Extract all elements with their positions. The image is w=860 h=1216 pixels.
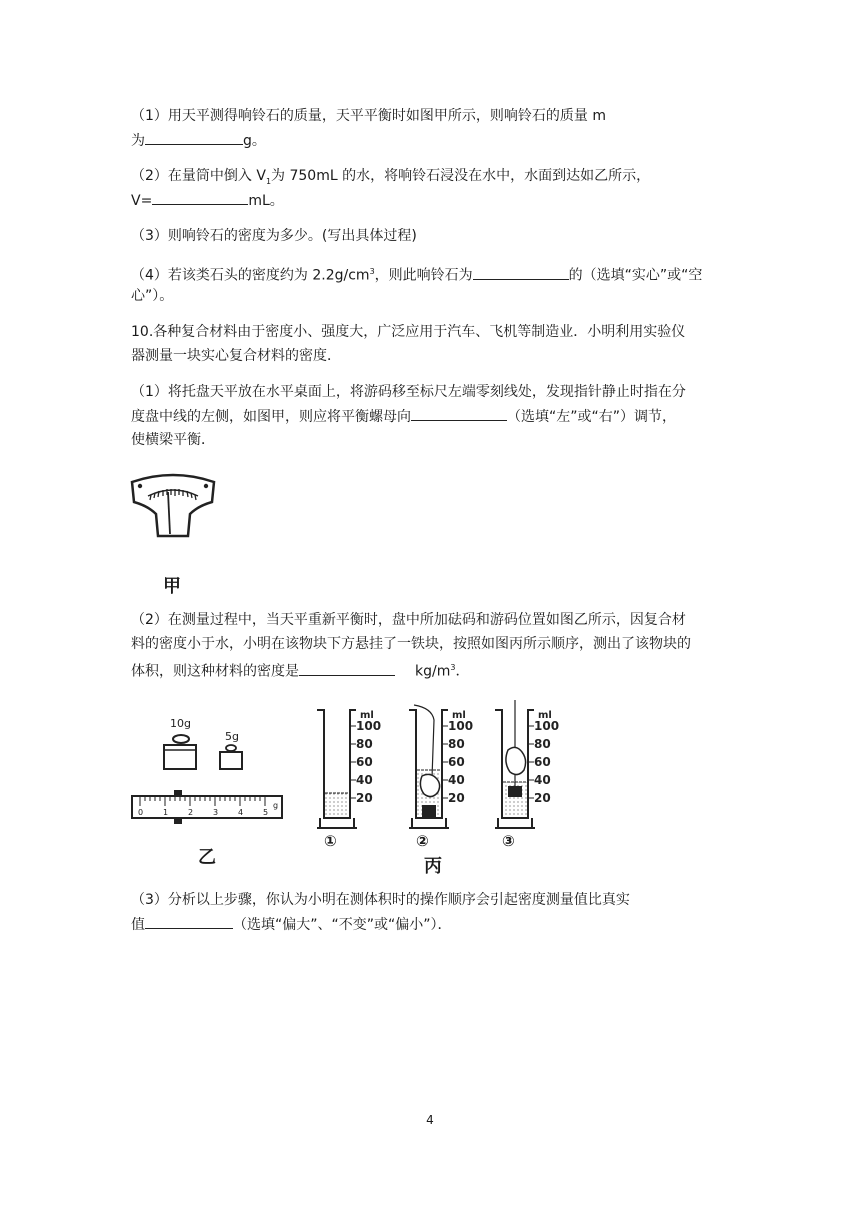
q10-part3-suffix: （选填“偏大”、“不变”或“偏小”）． bbox=[233, 917, 452, 933]
q9-part1-line1: （1）用天平测得响铃石的质量，天平平衡时如图甲所示，则响铃石的质量 m bbox=[131, 108, 606, 124]
ruler-unit: g bbox=[273, 801, 279, 810]
error-direction-answer-blank[interactable] bbox=[145, 914, 233, 929]
q9-part4-prefix: （4）若该类石头的密度约为 2.2g/cm bbox=[131, 267, 370, 284]
pointer-needle bbox=[168, 492, 170, 534]
q10-part2-prefix: 体积，则这种材料的密度是 bbox=[131, 663, 299, 680]
q9-part1-suffix: g。 bbox=[243, 133, 266, 149]
ruler-tick-2: 2 bbox=[188, 808, 194, 817]
figure-jia-label: 甲 bbox=[163, 576, 181, 597]
q10-part2-line2: 料的密度小于水，小明在该物块下方悬挂了一铁块，按照如图丙所示顺序，测出了该物块的 bbox=[131, 636, 691, 652]
rider-marker-top bbox=[174, 790, 182, 797]
figure-yi-label: 乙 bbox=[198, 847, 216, 868]
q10-part3-prefix: 值 bbox=[131, 917, 145, 933]
q10-part1-suffix: （选填“左”或“右”）调节， bbox=[507, 409, 677, 425]
cylinder-label-2: ② bbox=[416, 832, 429, 850]
cyl1-tick-20: 20 bbox=[356, 791, 373, 805]
cyl2-tick-20: 20 bbox=[448, 791, 465, 805]
q9-part2-text: 为 750mL 的水，将响铃石浸没在水中，水面到达如乙所示， bbox=[271, 168, 651, 184]
balance-dial-figure bbox=[128, 470, 218, 542]
weight-5g-label: 5g bbox=[225, 730, 239, 743]
cyl1-tick-40: 40 bbox=[356, 773, 373, 787]
cyl3-tick-20: 20 bbox=[534, 791, 551, 805]
measuring-cylinders-figure bbox=[312, 700, 562, 840]
q10-part1-line1: （1）将托盘天平放在水平桌面上，将游码移至标尺左端零刻线处，发现指针静止时指在分 bbox=[131, 384, 686, 400]
q9-part4-line2: 心”）。 bbox=[131, 288, 174, 304]
q9-part3: （3）则响铃石的密度为多少。(写出具体过程) bbox=[131, 228, 417, 244]
cyl1-tick-80: 80 bbox=[356, 737, 373, 751]
rider-marker-bottom bbox=[174, 817, 182, 824]
ruler-tick-1: 1 bbox=[163, 808, 169, 817]
density-answer-blank[interactable] bbox=[299, 661, 395, 676]
volume-answer-blank[interactable] bbox=[152, 190, 248, 205]
cyl2-tick-40: 40 bbox=[448, 773, 465, 787]
cylinder-2 bbox=[409, 705, 473, 828]
cyl2-tick-100: 100 bbox=[448, 719, 474, 733]
q10-intro-line2: 器测量一块实心复合材料的密度． bbox=[131, 348, 341, 364]
q9-part2-line1 bbox=[131, 166, 650, 192]
mass-answer-blank[interactable] bbox=[145, 130, 243, 145]
q10-part3-line1: （3）分析以上步骤，你认为小明在测体积时的操作顺序会引起密度测量值比真实 bbox=[131, 892, 630, 908]
q10-part1-line2 bbox=[131, 406, 676, 427]
density-unit: kg/m bbox=[415, 663, 451, 680]
composite-block-raised bbox=[506, 747, 526, 774]
cyl2-unit: ml bbox=[452, 710, 466, 721]
ruler-tick-0: 0 bbox=[138, 808, 144, 817]
rider-scale bbox=[132, 790, 282, 824]
solid-hollow-answer-blank[interactable] bbox=[473, 265, 569, 280]
m3-superscript: 3 bbox=[450, 663, 456, 672]
cyl2-tick-60: 60 bbox=[448, 755, 465, 769]
q10-part2-end: ． bbox=[455, 663, 470, 680]
cyl3-tick-60: 60 bbox=[534, 755, 551, 769]
q10-part1-prefix: 度盘中线的左侧，如图甲，则应将平衡螺母向 bbox=[131, 409, 411, 425]
weights-and-scale-figure bbox=[130, 712, 290, 832]
q9-part1-line2 bbox=[131, 130, 266, 151]
cylinder-1 bbox=[317, 710, 381, 828]
ruler-tick-3: 3 bbox=[213, 808, 219, 817]
q10-part2-line3 bbox=[131, 658, 469, 682]
figure-bing-label: 丙 bbox=[424, 856, 442, 877]
q9-part2b-suffix: mL。 bbox=[248, 193, 284, 209]
cyl3-tick-100: 100 bbox=[534, 719, 560, 733]
q10-part1-line3: 使横梁平衡． bbox=[131, 432, 215, 448]
q9-part2b-prefix: V= bbox=[131, 193, 153, 209]
cylinder-label-3: ③ bbox=[502, 832, 515, 850]
q9-part1-prefix: 为 bbox=[131, 133, 145, 149]
cylinder-3 bbox=[495, 700, 559, 828]
iron-block bbox=[422, 805, 436, 817]
cm3-superscript: 3 bbox=[369, 267, 375, 276]
ruler-tick-4: 4 bbox=[238, 808, 244, 817]
q9-part2-prefix: （2）在量筒中倒入 V bbox=[131, 168, 266, 184]
iron-block-submerged bbox=[508, 786, 522, 797]
q9-part4-suffix: 的（选填“实心”或“空 bbox=[568, 267, 703, 284]
cyl3-unit: ml bbox=[538, 710, 552, 721]
cylinder-label-1: ① bbox=[324, 832, 337, 850]
weight-10g bbox=[164, 717, 196, 769]
cyl1-tick-100: 100 bbox=[356, 719, 382, 733]
composite-block bbox=[420, 774, 439, 796]
cyl1-unit: ml bbox=[360, 710, 374, 721]
ruler-tick-5: 5 bbox=[263, 808, 269, 817]
cyl1-tick-60: 60 bbox=[356, 755, 373, 769]
q10-part2-line1: （2）在测量过程中，当天平重新平衡时，盘中所加砝码和游码位置如图乙所示，因复合材 bbox=[131, 612, 686, 628]
weight-5g bbox=[220, 730, 242, 769]
page-number: 4 bbox=[426, 1113, 434, 1127]
q9-part4-line1 bbox=[131, 262, 702, 286]
direction-answer-blank[interactable] bbox=[411, 406, 507, 421]
weight-10g-label: 10g bbox=[170, 717, 191, 730]
v1-subscript: 1 bbox=[265, 176, 272, 186]
cyl3-tick-80: 80 bbox=[534, 737, 551, 751]
q10-intro-line1: 10.各种复合材料由于密度小、强度大，广泛应用于汽车、飞机等制造业．小明利用实验仪 bbox=[131, 324, 686, 340]
cyl3-tick-40: 40 bbox=[534, 773, 551, 787]
cyl2-tick-80: 80 bbox=[448, 737, 465, 751]
q9-part4-mid: ，则此响铃石为 bbox=[374, 267, 473, 284]
q10-part3-line2 bbox=[131, 914, 452, 935]
q9-part2-line2 bbox=[131, 190, 284, 211]
